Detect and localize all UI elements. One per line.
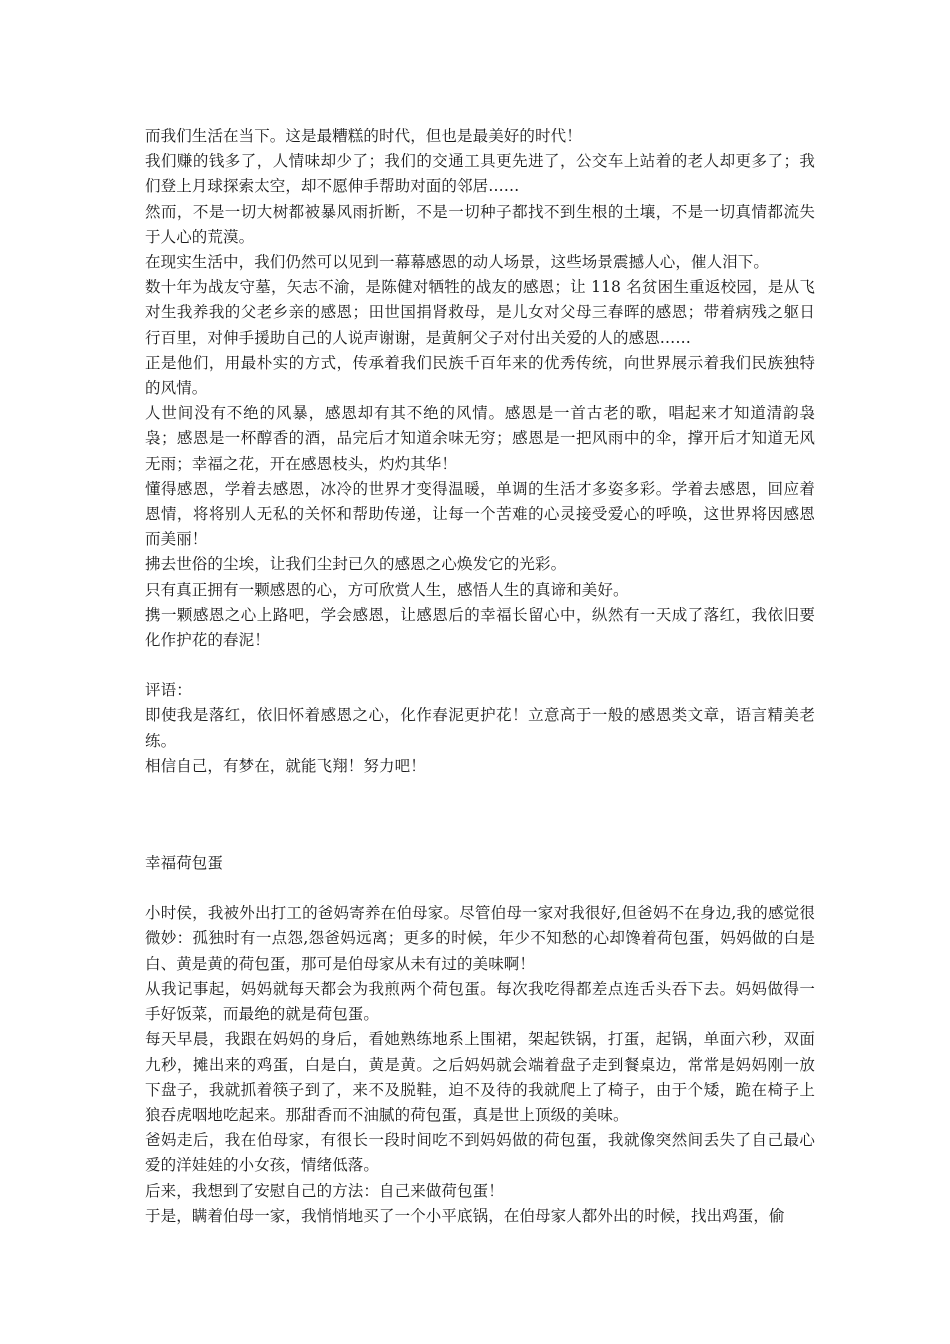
essay-happy-egg (145, 851, 815, 1229)
essay-paragraph: 然而，不是一切大树都被暴风雨折断，不是一切种子都找不到生根的土壤，不是一切真情都流失于人心的荒漠。 (145, 202, 815, 246)
essay-paragraph: 而我们生活在当下。这是最糟糕的时代，但也是最美好的时代！ (145, 127, 582, 145)
essay-paragraph: 只有真正拥有一颗感恩的心，方可欣赏人生，感悟人生的真谛和美好。 (145, 580, 629, 599)
essay-paragraph: 人世间没有不绝的风暴，感恩却有其不绝的风情。感恩是一首古老的歌，唱起来才知道清韵袅袅；感恩是一杯醇香的酒，品完后才知道余味无穷；感恩是一把风雨中的伞，撑开后才知道无风无雨；幸福之花，开在感恩枝头，灼灼其华！ (145, 404, 815, 473)
spacer (145, 653, 815, 678)
essay-gratitude (145, 124, 815, 653)
essay-title: 幸福荷包蛋 (145, 854, 224, 873)
essay-paragraph: 懂得感恩，学着去感恩，冰冷的世界才变得温暖，单调的生活才多姿多彩。学着去感恩，回应着恩情，将将别人无私的关怀和帮助传递，让每一个苦难的心灵接受爱心的呼唤，这世界将因感恩而美丽！ (145, 479, 815, 549)
comment-paragraph: 相信自己，有梦在，就能飞翔！努力吧！ (145, 756, 426, 775)
essay-paragraph: 我们赚的钱多了，人情味却少了；我们的交通工具更先进了，公交车上站着的老人却更多了；我们登上月球探索太空，却不愿伸手帮助对面的邻居…… (145, 152, 815, 196)
essay-paragraph: 携一颗感恩之心上路吧，学会感恩，让感恩后的幸福长留心中，纵然有一天成了落红，我依旧要化作护花的春泥！ (145, 605, 815, 650)
essay-paragraph: 后来，我想到了安慰自己的方法：自己来做荷包蛋！ (145, 1181, 504, 1200)
spacer (145, 876, 815, 901)
essay-paragraph: 每天早晨，我跟在妈妈的身后，看她熟练地系上围裙，架起铁锅，打蛋，起锅，单面六秒，双面九秒，摊出来的鸡蛋，白是白，黄是黄。之后妈妈就会端着盘子走到餐桌边，常常是妈妈刚一放下盘子，我就抓着筷子到了，来不及脱鞋，迫不及待的我就爬上了椅子，由于个矮，跪在椅子上狼吞虎咽地吃起来。那甜香而不油腻的荷包蛋，真是世上顶级的美味。 (145, 1030, 815, 1124)
teacher-comment (145, 678, 815, 779)
comment-paragraph: 即使我是落红，依旧怀着感恩之心，化作春泥更护花！立意高于一般的感恩类文章，语言精美老练。 (145, 706, 815, 750)
essay-paragraph: 于是，瞒着伯母一家，我悄悄地买了一个小平底锅，在伯母家人都外出的时候，找出鸡蛋，偷 (145, 1206, 785, 1225)
essay-paragraph: 小时侯，我被外出打工的爸妈寄养在伯母家。尽管伯母一家对我很好,但爸妈不在身边,我的感觉很微妙：孤独时有一点怨,怨爸妈远离；更多的时候，年少不知愁的心却馋着荷包蛋，妈妈做的白是白、黄是黄的荷包蛋，那可是伯母家从未有过的美味啊！ (145, 904, 815, 973)
essay-paragraph: 数十年为战友守墓，矢志不渝，是陈健对牺牲的战友的感恩；让 118 名贫困生重返校园，是从飞对生我养我的父老乡亲的感恩；田世国捐肾救母，是儿女对父母三春晖的感恩；带着病残之躯日行百里，对伸手援助自己的人说声谢谢，是黄舸父子对付出关爱的人的感恩…… (145, 278, 815, 347)
essay-paragraph: 拂去世俗的尘埃，让我们尘封已久的感恩之心焕发它的光彩。 (145, 555, 567, 574)
document-page (145, 124, 815, 1229)
essay-paragraph: 在现实生活中，我们仍然可以见到一幕幕感恩的动人场景，这些场景震撼人心，催人泪下。 (145, 253, 770, 272)
comment-label: 评语： (145, 681, 192, 700)
essay-paragraph: 从我记事起，妈妈就每天都会为我煎两个荷包蛋。每次我吃得都差点连舌头吞下去。妈妈做得一手好饭菜，而最绝的就是荷包蛋。 (145, 979, 815, 1024)
essay-paragraph: 爸妈走后，我在伯母家，有很长一段时间吃不到妈妈做的荷包蛋，我就像突然间丢失了自己最心爱的洋娃娃的小女孩，情绪低落。 (145, 1131, 815, 1175)
essay-paragraph: 正是他们，用最朴实的方式，传承着我们民族千百年来的优秀传统，向世界展示着我们民族独特的风情。 (145, 353, 815, 398)
spacer (145, 779, 815, 851)
